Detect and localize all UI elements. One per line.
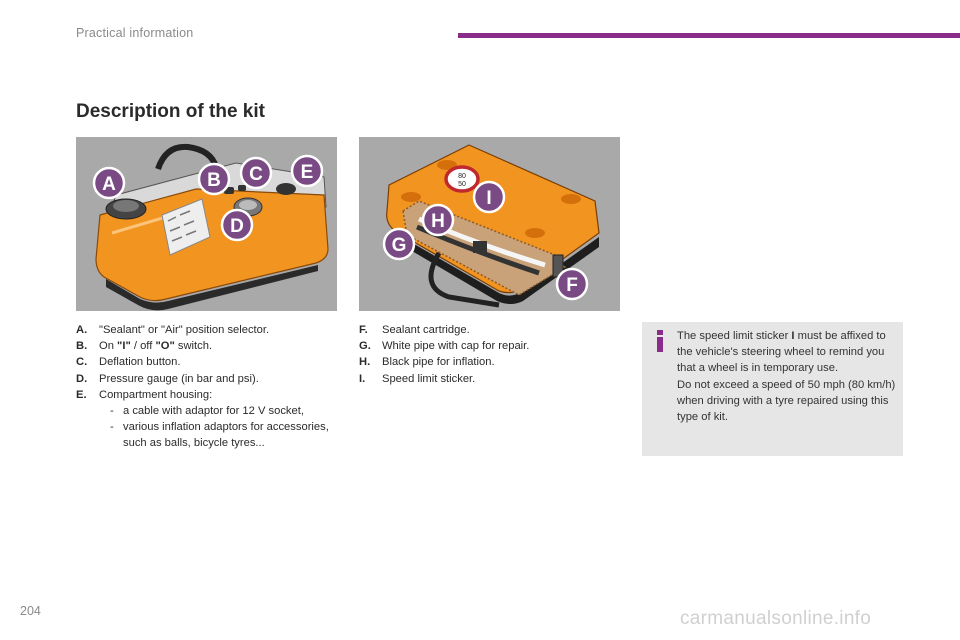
legend-subitem: - various inflation adaptors for accessories, such as balls, bicycle tyres... <box>110 421 329 450</box>
label-d <box>222 210 252 240</box>
label-a <box>94 168 124 198</box>
label-f <box>557 269 587 299</box>
svg-text:G: G <box>391 235 407 256</box>
kit-illustration-underside <box>359 137 620 311</box>
legend-item-e: E. Compartment housing: - a cable with adaptor for 12 V socket, - various inflation adaptors for accessories, such as balls, bicycle tyres... <box>76 387 338 452</box>
svg-text:F: F <box>566 275 578 296</box>
legend-item-c: C. Deflation button. <box>76 356 181 369</box>
svg-text:H: H <box>431 211 445 232</box>
legend-left <box>76 322 338 452</box>
watermark: carmanualsonline.info <box>680 608 872 629</box>
svg-text:C: C <box>249 164 263 185</box>
svg-text:E: E <box>300 162 314 183</box>
label-g <box>384 229 414 259</box>
legend-subitem: - a cable with adaptor for 12 V socket, <box>110 405 304 418</box>
svg-text:D: D <box>230 216 244 237</box>
legend-item-h: H. Black pipe for inflation. <box>359 356 495 369</box>
svg-text:B: B <box>207 170 221 191</box>
svg-text:50: 50 <box>458 181 466 188</box>
legend-item-i: I. Speed limit sticker. <box>359 372 476 385</box>
svg-text:80: 80 <box>458 173 466 180</box>
info-icon <box>655 330 665 352</box>
label-c <box>241 158 271 188</box>
label-e <box>292 156 322 186</box>
info-text: The speed limit sticker I must be affixed to the vehicle's steering wheel to remind you that a wheel is in temporary use. Do not exceed a speed of 50 mph (80 km/h) when driving with a tyre repaired using this type of kit. <box>677 330 896 424</box>
page-title: Description of the kit <box>76 101 265 122</box>
page-number: 204 <box>20 604 41 618</box>
legend-right <box>359 322 619 387</box>
svg-text:A: A <box>102 174 116 195</box>
legend-item-g: G. White pipe with cap for repair. <box>359 340 530 353</box>
kit-illustration-compressor <box>76 137 337 311</box>
info-box <box>642 322 903 456</box>
speed-limit-sticker <box>446 167 478 191</box>
section-bar <box>458 33 960 38</box>
legend-item-b: B. On "I" / off "O" switch. <box>76 340 213 353</box>
legend-item-f: F. Sealant cartridge. <box>359 324 470 336</box>
svg-text:I: I <box>486 188 492 209</box>
section-label: Practical information <box>76 26 194 40</box>
label-b <box>199 164 229 194</box>
label-h <box>423 205 453 235</box>
label-i <box>474 182 504 212</box>
legend-item-d: D. Pressure gauge (in bar and psi). <box>76 372 259 385</box>
legend-item-a: A. "Sealant" or "Air" position selector. <box>76 324 270 336</box>
